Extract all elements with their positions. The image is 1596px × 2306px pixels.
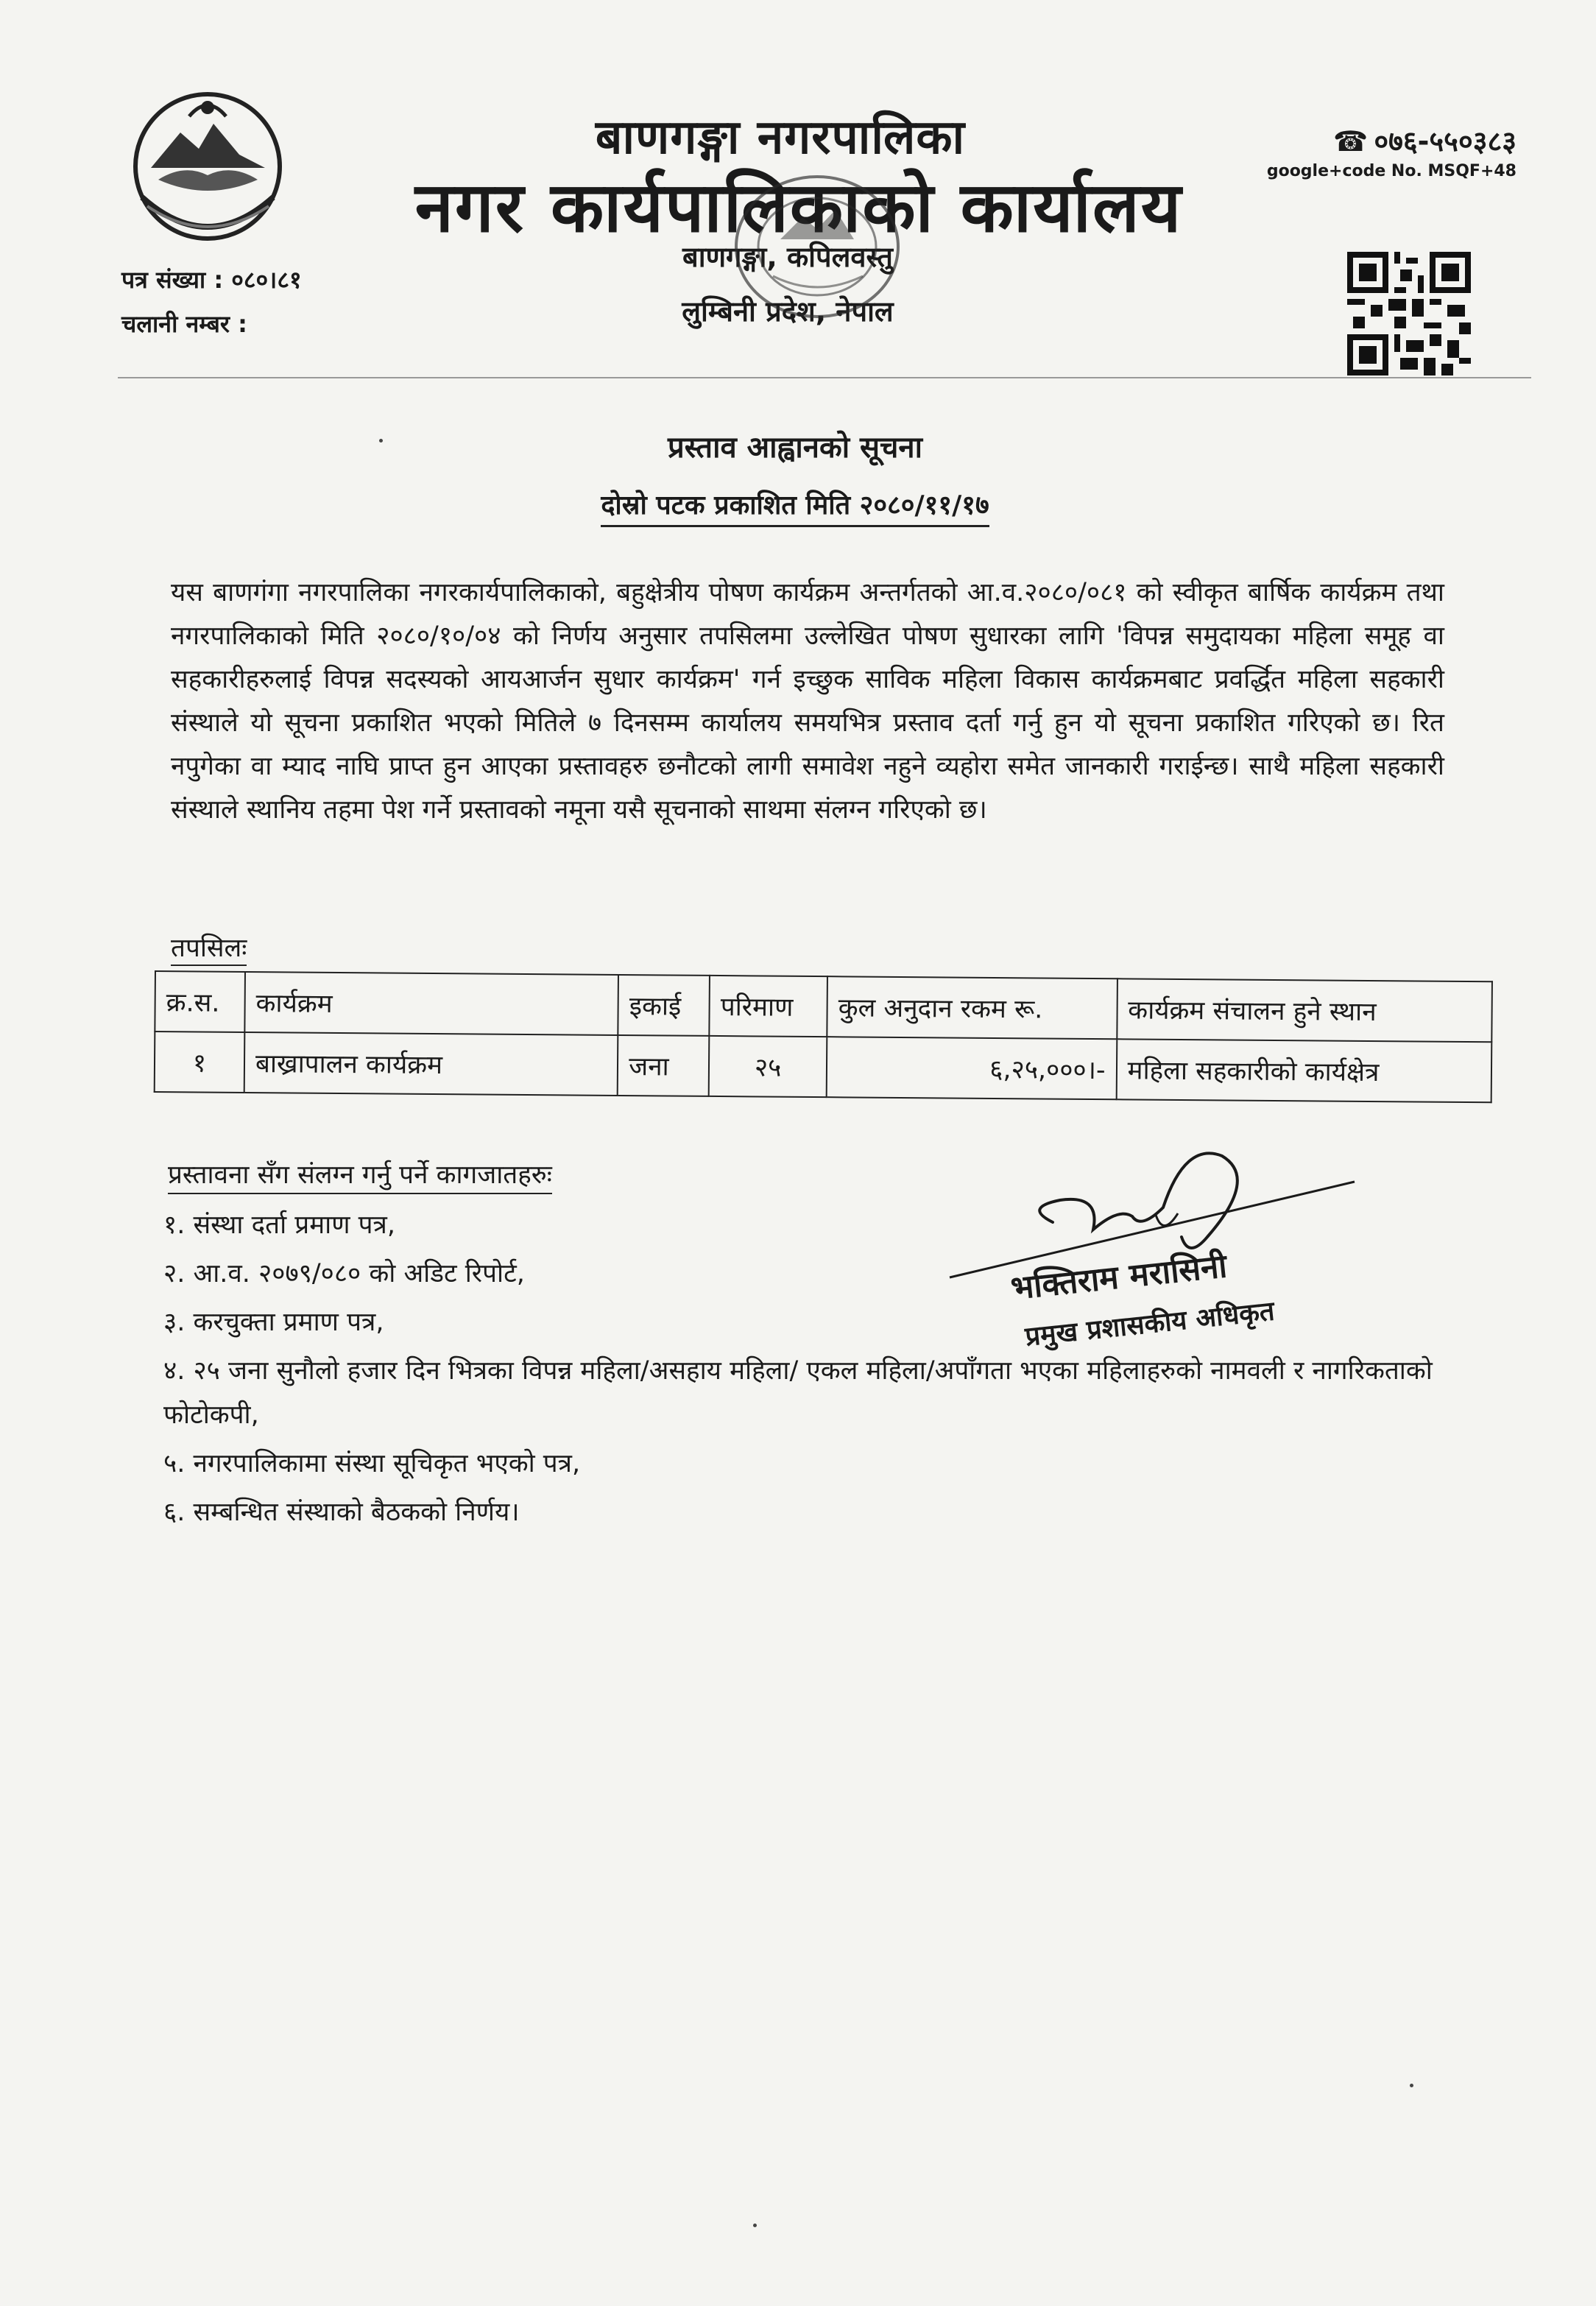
publish-date-line <box>508 486 1082 522</box>
patra-sankhya <box>121 264 302 295</box>
col-header-amount: कुल अनुदान रकम रू. <box>827 976 1117 1039</box>
patra-sankhya-value: ०८०।८१ <box>231 266 302 294</box>
paper-speck <box>753 2224 757 2227</box>
notice-body: यस बाणगंगा नगरपालिका नगरकार्यपालिकाको, बहुक्षेत्रीय पोषण कार्यक्रम अन्तर्गतको आ.व.२०८०/०८१ को स्वीकृत बार्षिक कार्यक्रम तथा नगरपालिकाको मिति २०८०/१०/०४ को निर्णय अनुसार तपसिलमा उल्लेखित पोषण सुधारका लागि 'विपन्न समुदायका महिला समूह वा सहकारीहरुलाई विपन्न सदस्यको आयआर्जन सुधार कार्यक्रम' गर्न इच्छुक साविक महिला विकास कार्यक्रमबाट प्रवर्द्धित महिला सहकारी संस्थाले यो सूचना प्रकाशित भएको मितिले ७ दिनसम्म कार्यालय समयभित्र प्रस्ताव दर्ता गर्नु हुन यो सूचना प्रकाशित गरिएको छ। रित नपुगेका वा म्याद नाघि प्राप्त हुन आएका प्रस्तावहरु छनौटको लागी समावेश नहुने व्यहोरा समेत जानकारी गराईन्छ। साथै महिला सहकारी संस्थाले स्थानिय तहमा पेश गर्ने प्रस्तावको नमूना यसै सूचनाको साथमा संलग्न गरिएको छ। <box>171 578 1444 825</box>
schedule-table <box>154 970 1493 1103</box>
telephone-icon: ☎ <box>1333 125 1369 158</box>
patra-sankhya-label: पत्र संख्या : <box>121 266 224 294</box>
address-line-2: लुम्बिनी प्रदेश, नेपाल <box>682 295 894 328</box>
documents-heading: प्रस्तावना सँग संलग्न गर्नु पर्ने कागजातहरुः <box>168 1157 552 1194</box>
table-header-row <box>155 971 1492 1042</box>
list-item: ५. नगरपालिकामा संस्था सूचिकृत भएको पत्र, <box>163 1449 581 1478</box>
paper-speck <box>1410 2084 1413 2087</box>
cell-quantity: २५ <box>709 1036 827 1097</box>
signer-name: भक्तिराम मरासिनी <box>1009 1247 1229 1308</box>
org-name: बाणगङ्गा नगरपालिका <box>595 110 966 165</box>
cell-program: बाख्रापालन कार्यक्रम <box>244 1032 618 1096</box>
col-header-location: कार्यक्रम संचालन हुने स्थान <box>1117 979 1492 1042</box>
list-item: ४. २५ जना सुनौलो हजार दिन भित्रका विपन्न महिला/असहाय महिला/ एकल महिला/अपाँगता भएका महिलाहरुको नामवली र नागरिकताको फोटोकपी, <box>163 1356 1433 1430</box>
office-name: नगर कार्यपालिकाको कार्यालय <box>414 168 1183 248</box>
list-item: ६. सम्बन्धित संस्थाको बैठकको निर्णय। <box>163 1498 520 1527</box>
qr-code-icon <box>1347 252 1471 375</box>
col-header-unit: इकाई <box>618 975 710 1036</box>
chalani-number <box>121 308 247 339</box>
plus-code: google+code No. MSQF+48 <box>1266 162 1516 180</box>
signer-title: प्रमुख प्रशासकीय अधिकृत <box>1023 1296 1277 1353</box>
phone-value: ०७६-५५०३८३ <box>1374 125 1516 158</box>
nepal-emblem-icon <box>121 87 294 253</box>
cell-location: महिला सहकारीको कार्यक्षेत्र <box>1116 1039 1491 1102</box>
publish-date-text: दोस्रो पटक प्रकाशित मिति २०८०/११/१७ <box>601 490 989 527</box>
cell-amount: ६,२५,०००।- <box>827 1037 1117 1099</box>
paper-speck <box>379 439 383 442</box>
list-item: २. आ.व. २०७९/०८० को अडिट रिपोर्ट, <box>163 1259 525 1288</box>
col-header-quantity: परिमाण <box>709 976 827 1037</box>
address-line-1: बाणगङ्गा, कपिलवस्तु <box>682 241 893 273</box>
office-stamp-icon <box>670 158 957 350</box>
notice-title: प्रस्ताव आह्वानको सूचना <box>667 431 922 465</box>
col-header-program: कार्यक्रम <box>244 972 618 1035</box>
schedule-label: तपसिलः <box>171 932 247 966</box>
cell-sn: १ <box>155 1032 245 1093</box>
chalani-label: चलानी नम्बर : <box>121 310 247 338</box>
list-item: १. संस्था दर्ता प्रमाण पत्र, <box>163 1210 395 1240</box>
list-item: ३. करचुक्ता प्रमाण पत्र, <box>163 1308 384 1337</box>
phone-number <box>1274 121 1516 160</box>
table-row <box>155 1032 1492 1102</box>
cell-unit: जना <box>618 1035 710 1096</box>
header-divider <box>118 377 1531 378</box>
col-header-sn: क्र.स. <box>155 971 245 1032</box>
